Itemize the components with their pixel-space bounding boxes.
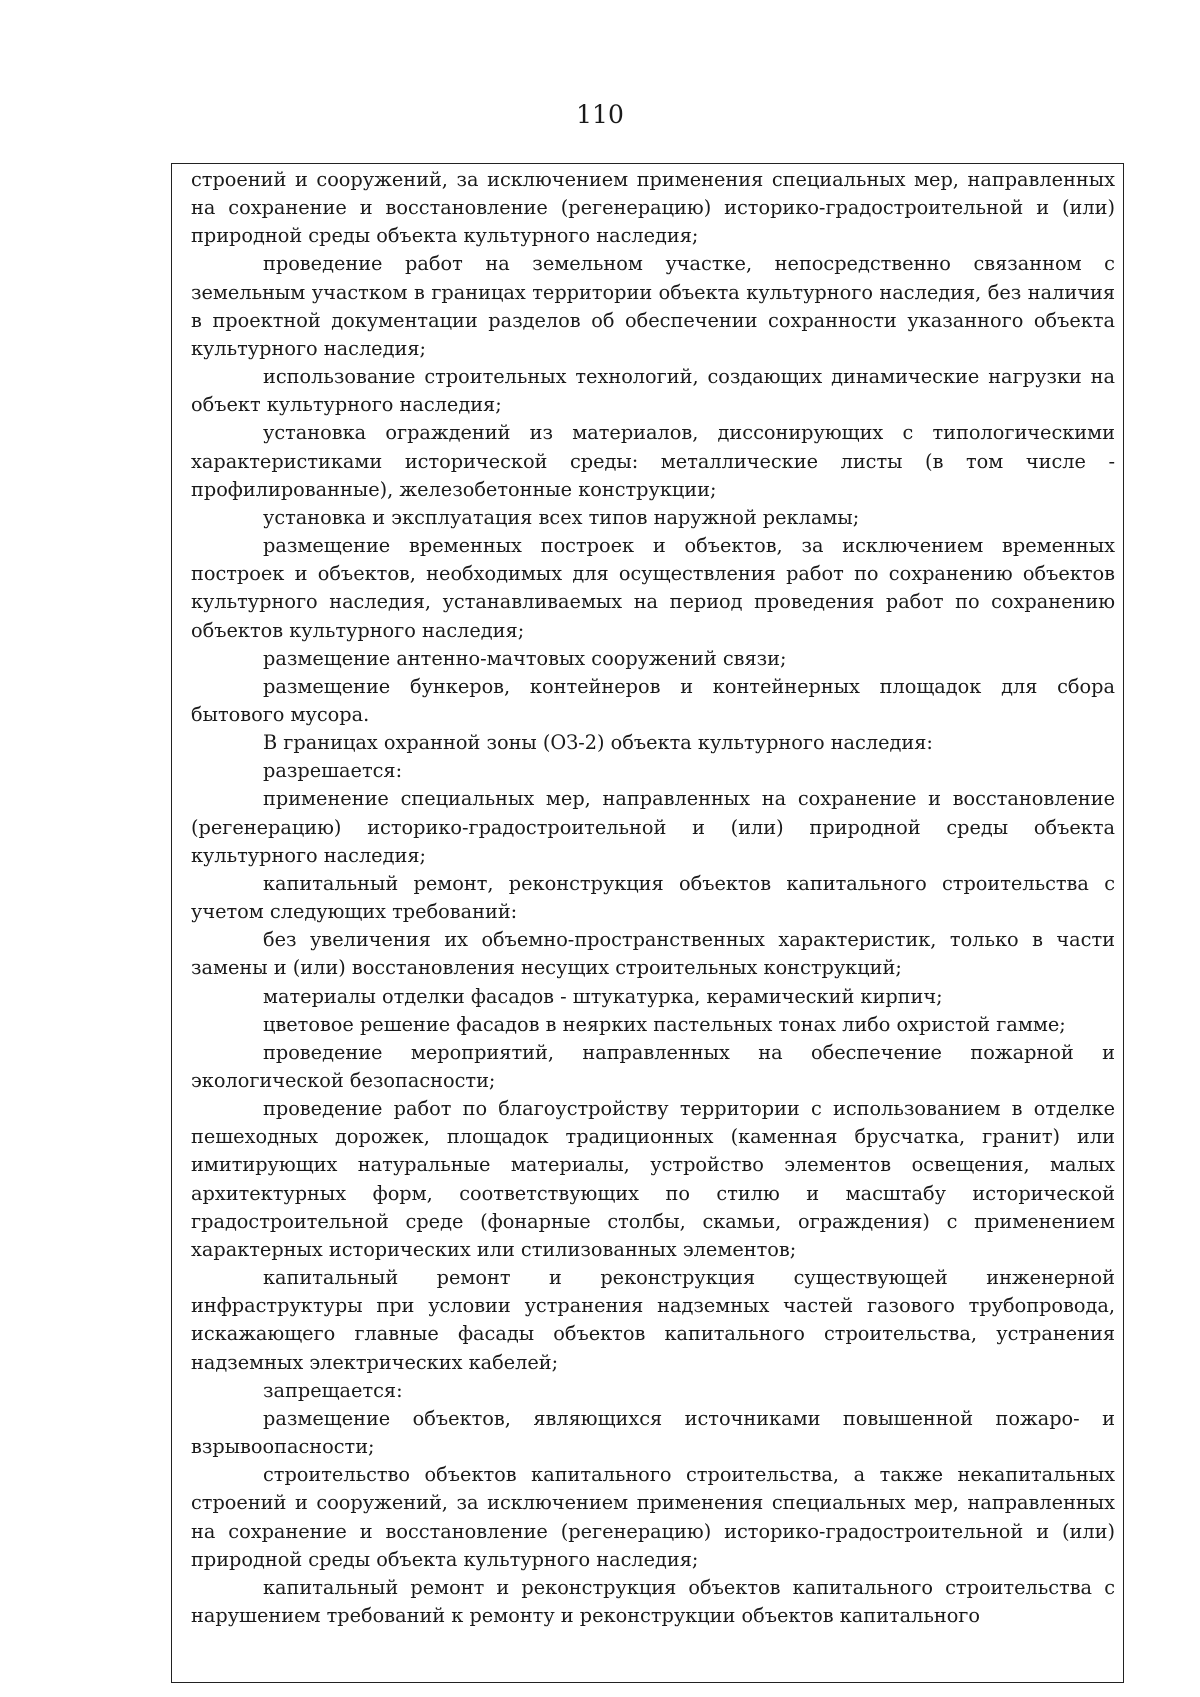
paragraph: капитальный ремонт и реконструкция существующей инженерной инфраструктуры при условии устранения надземных частей газового трубопровода, искажающего главные фасады объектов капитального строительства, устранения надземных электрических кабелей;	[191, 1266, 1115, 1374]
paragraph: капитальный ремонт и реконструкция объектов капитального строительства с нарушением требований к ремонту и реконструкции объектов капитального	[191, 1575, 1115, 1627]
page-number: 110	[576, 100, 624, 129]
paragraph: В границах охранной зоны (ОЗ-2) объекта культурного наследия:	[263, 731, 933, 755]
paragraph: проведение мероприятий, направленных на обеспечение пожарной и экологической безопасности;	[191, 1040, 1115, 1092]
paragraph: установка ограждений из материалов, диссонирующих с типологическими характеристиками исторической среды: металлические листы (в том числе - профилированные), железобетонные конструкции;	[191, 421, 1115, 501]
paragraph: размещение временных построек и объектов, за исключением временных построек и объектов, необходимых для осуществления работ по сохранению объектов культурного наследия, устанавливаемых на период проведения работ по сохранению объектов культурного наследия;	[191, 534, 1115, 642]
paragraph: капитальный ремонт, реконструкция объектов капитального строительства с учетом следующих требований:	[191, 871, 1115, 924]
paragraph: размещение объектов, являющихся источниками повышенной пожаро- и взрывоопасности;	[191, 1406, 1115, 1459]
paragraph: цветовое решение фасадов в неярких пастельных тонах либо охристой гамме;	[263, 1012, 1066, 1036]
paragraph: материалы отделки фасадов - штукатурка, керамический кирпич;	[263, 984, 943, 1008]
paragraph: использование строительных технологий, создающих динамические нагрузки на объект культурного наследия;	[191, 365, 1115, 417]
paragraph: разрешается:	[263, 759, 403, 783]
paragraph: размещение бункеров, контейнеров и контейнерных площадок для сбора бытового мусора.	[191, 674, 1115, 726]
paragraph: установка и эксплуатация всех типов наружной рекламы;	[263, 505, 860, 529]
paragraph: строений и сооружений, за исключением применения специальных мер, направленных на сохранение и восстановление (регенерацию) историко-градостроительной и (или) природной среды объекта культурного наследия;	[191, 168, 1115, 248]
paragraph: размещение антенно-мачтовых сооружений связи;	[263, 646, 787, 670]
paragraph: применение специальных мер, направленных на сохранение и восстановление (регенерацию) историко-градостроительной и (или) природной среды объекта культурного наследия;	[191, 787, 1115, 867]
paragraph: проведение работ на земельном участке, непосредственно связанном с земельным участком в границах территории объекта культурного наследия, без наличия в проектной документации разделов об обеспечении сохранности указанного объекта культурного наследия;	[191, 252, 1115, 360]
paragraph: без увеличения их объемно-пространственных характеристик, только в части замены и (или) восстановления несущих строительных конструкций;	[191, 928, 1115, 980]
paragraph: проведение работ по благоустройству территории с использованием в отделке пешеходных дорожек, площадок традиционных (каменная брусчатка, гранит) или имитирующих натуральные материалы, устройство элементов освещения, малых архитектурных форм, соответствующих по стилю и масштабу исторической градостроительной среде (фонарные столбы, скамьи, ограждения) с применением характерных исторических или стилизованных элементов;	[191, 1097, 1115, 1261]
paragraph: запрещается:	[263, 1378, 403, 1402]
document-body	[191, 166, 1115, 1630]
paragraph: строительство объектов капитального строительства, а также некапитальных строений и сооружений, за исключением применения специальных мер, направленных на сохранение и восстановление (регенерацию) историко-градостроительной и (или) природной среды объекта культурного наследия;	[191, 1463, 1115, 1571]
